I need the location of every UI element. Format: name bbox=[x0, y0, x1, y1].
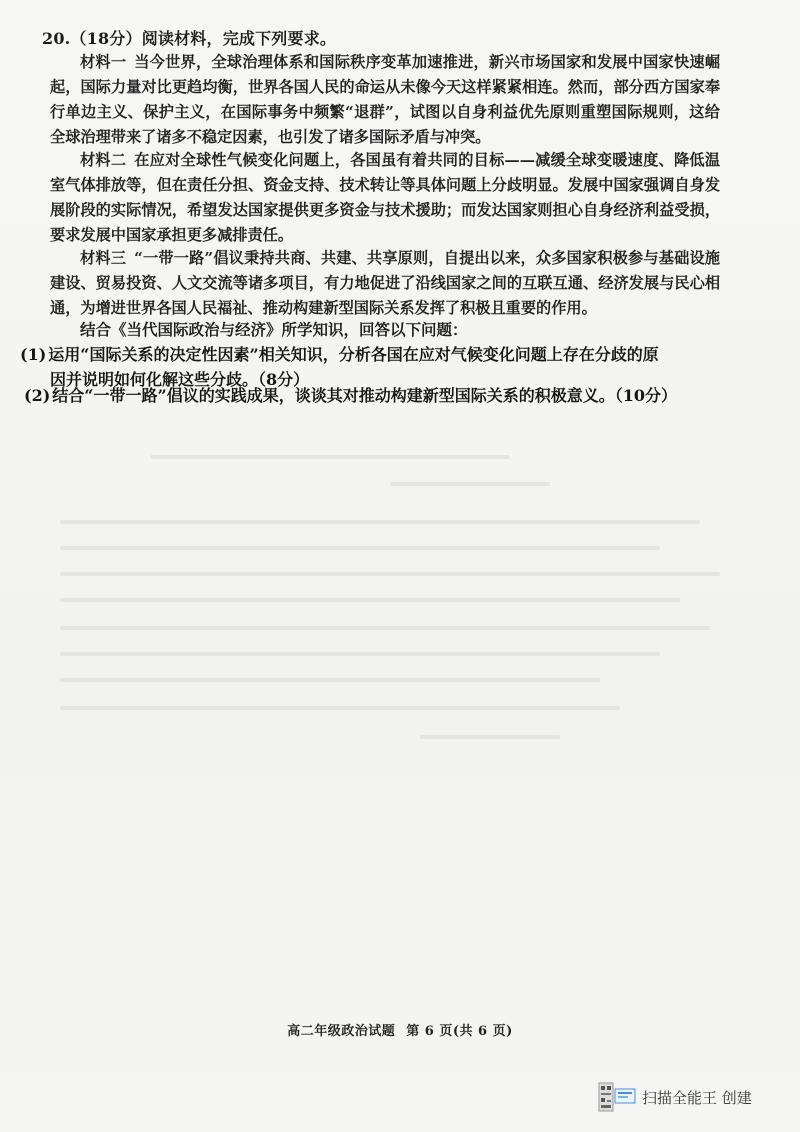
scanner-logo-icon bbox=[598, 1082, 636, 1112]
instruction-text: 结合《当代国际政治与经济》所学知识，回答以下问题： bbox=[80, 320, 468, 339]
sub-question-1-line1: 运用“国际关系的决定性因素”相关知识，分析各国在应对气候变化问题上存在分歧的原 bbox=[48, 345, 659, 364]
material-2-label: 材料二 bbox=[80, 151, 127, 169]
material-3-text: “一带一路”倡议秉持共商、共建、共享原则，自提出以来，众多国家积极参与基础设施建设、贸易投资、人文交流等诸多项目，有力地促进了沿线国家之间的互联互通、经济发展与民心相通，为增进世界各国人民福祉、推动构建新型国际关系发挥了积极且重要的作用。 bbox=[50, 249, 720, 317]
material-1 bbox=[50, 50, 720, 150]
sub-question-1-number: (1) bbox=[20, 345, 47, 364]
sub-question-2 bbox=[24, 383, 724, 408]
material-3-label: 材料三 bbox=[80, 249, 127, 267]
sub-question-2-number: (2) bbox=[24, 386, 51, 405]
material-1-text: 当今世界，全球治理体系和国际秩序变革加速推进，新兴市场国家和发展中国家快速崛起，国际力量对比更趋均衡，世界各国人民的命运从未像今天这样紧紧相连。然而，部分西方国家奉行单边主义、保护主义，在国际事务中频繁“退群”，试图以自身利益优先原则重塑国际规则，这给全球治理带来了诸多不稳定因素，也引发了诸多国际矛盾与冲突。 bbox=[50, 53, 721, 146]
footer-page-number: 第 6 页(共 6 页) bbox=[406, 1024, 513, 1039]
material-1-label: 材料一 bbox=[80, 53, 127, 71]
sub-question-1-line2: 因并说明如何化解这些分歧。（8分） bbox=[50, 370, 310, 389]
footer-title: 高二年级政治试题 bbox=[287, 1024, 396, 1039]
material-3 bbox=[50, 246, 720, 321]
scanner-watermark bbox=[598, 1082, 752, 1112]
material-2-text: 在应对全球性气候变化问题上，各国虽有着共同的目标——减缓全球变暖速度、降低温室气体排放等，但在责任分担、资金支持、技术转让等具体问题上分歧明显。发展中国家强调自身发展阶段的实际情况，希望发达国家提供更多资金与技术援助；而发达国家则担心自身经济利益受损，要求发展中国家承担更多减排责任。 bbox=[50, 151, 721, 244]
watermark-text: 扫描全能王 创建 bbox=[642, 1088, 752, 1107]
page-footer bbox=[0, 1020, 800, 1039]
question-header: 20.（18分）阅读材料，完成下列要求。 bbox=[42, 29, 337, 48]
material-2 bbox=[50, 148, 720, 248]
sub-question-2-line1: 结合“一带一路”倡议的实践成果，谈谈其对推动构建新型国际关系的积极意义。（10分） bbox=[52, 386, 677, 405]
